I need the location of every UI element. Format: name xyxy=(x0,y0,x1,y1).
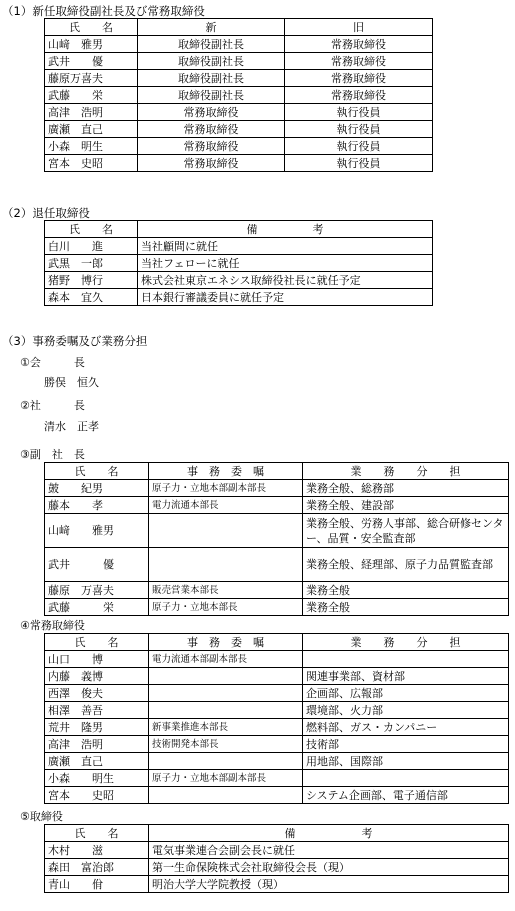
section-1-heading: （1）新任取締役副社長及び常務取締役 xyxy=(2,4,205,18)
duty-cell: 企画部、広報部 xyxy=(303,685,509,702)
duty-cell: 業務全般 xyxy=(303,582,509,599)
table-row xyxy=(45,787,509,804)
column-header: 業 務 分 担 xyxy=(303,463,509,480)
table-row xyxy=(45,70,433,87)
duty-cell: 業務全般、経理部、原子力品質監査部 xyxy=(303,548,509,582)
name-cell: 武藤 栄 xyxy=(45,87,138,104)
directors-table xyxy=(44,824,509,893)
column-header: 新 xyxy=(138,19,285,36)
table-row xyxy=(45,753,509,770)
name-cell: 武黒 一郎 xyxy=(45,255,138,272)
name-cell: 猪野 博行 xyxy=(45,272,138,289)
table-row xyxy=(45,53,433,70)
name-cell: 内藤 義博 xyxy=(45,668,149,685)
name-cell: 武井 優 xyxy=(45,548,149,582)
assignment-cell: 新事業推進本部長 xyxy=(149,719,303,736)
old-position-cell: 執行役員 xyxy=(285,155,433,172)
name-cell: 廣瀬 直己 xyxy=(45,753,149,770)
new-position-cell: 取締役副社長 xyxy=(138,36,285,53)
table-row xyxy=(45,668,509,685)
managing-director-table xyxy=(44,633,509,804)
column-header: 氏 名 xyxy=(45,634,149,651)
name-cell: 山﨑 雅男 xyxy=(45,514,149,548)
column-header: 氏 名 xyxy=(45,221,138,238)
table-row xyxy=(45,859,509,876)
name-cell: 木村 滋 xyxy=(45,842,149,859)
column-header: 業 務 分 担 xyxy=(303,634,509,651)
table-row xyxy=(45,770,509,787)
name-cell: 白川 進 xyxy=(45,238,138,255)
header-row xyxy=(45,221,433,238)
remarks-cell: 当社フェローに就任 xyxy=(138,255,433,272)
duty-cell: システム企画部、電子通信部 xyxy=(303,787,509,804)
name-cell: 武井 優 xyxy=(45,53,138,70)
table-row xyxy=(45,255,433,272)
assignment-cell: 原子力・立地本部副本部長 xyxy=(149,770,303,787)
assignment-cell xyxy=(149,514,303,548)
table-row xyxy=(45,514,509,548)
table-row xyxy=(45,842,509,859)
table-row xyxy=(45,138,433,155)
chairman-label: ①会 長 xyxy=(20,356,85,369)
duty-cell: 技術部 xyxy=(303,736,509,753)
name-cell: 相澤 善吾 xyxy=(45,702,149,719)
new-position-cell: 常務取締役 xyxy=(138,155,285,172)
remarks-cell: 日本銀行審議委員に就任予定 xyxy=(138,289,433,306)
header-row xyxy=(45,463,509,480)
assignment-cell xyxy=(149,685,303,702)
column-header: 氏 名 xyxy=(45,463,149,480)
column-header: 旧 xyxy=(285,19,433,36)
column-header: 事 務 委 嘱 xyxy=(149,634,303,651)
duty-cell: 業務全般、労務人事部、総合研修センター、品質・安全監査部 xyxy=(303,514,509,548)
vice-president-table xyxy=(44,462,509,616)
section-2-heading: （2）退任取締役 xyxy=(2,206,90,220)
old-position-cell: 執行役員 xyxy=(285,138,433,155)
remarks-cell: 当社顧問に就任 xyxy=(138,238,433,255)
name-cell: 高津 浩明 xyxy=(45,104,138,121)
duty-cell: 業務全般 xyxy=(303,599,509,616)
header-row xyxy=(45,825,509,842)
old-position-cell: 常務取締役 xyxy=(285,87,433,104)
name-cell: 山口 博 xyxy=(45,651,149,668)
name-cell: 森本 宜久 xyxy=(45,289,138,306)
assignment-cell xyxy=(149,548,303,582)
column-header: 備 考 xyxy=(149,825,509,842)
new-position-cell: 取締役副社長 xyxy=(138,53,285,70)
name-cell: 宮本 史昭 xyxy=(45,787,149,804)
assignment-cell: 原子力・立地本部副本部長 xyxy=(149,480,303,497)
assignment-cell: 電力流通本部副本部長 xyxy=(149,651,303,668)
assignment-cell: 技術開発本部長 xyxy=(149,736,303,753)
name-cell: 宮本 史昭 xyxy=(45,155,138,172)
duty-cell xyxy=(303,651,509,668)
name-cell: 廣瀬 直己 xyxy=(45,121,138,138)
name-cell: 森田 富治郎 xyxy=(45,859,149,876)
name-cell: 藤原 万喜夫 xyxy=(45,582,149,599)
name-cell: 藤本 孝 xyxy=(45,497,149,514)
name-cell: 藤原万喜夫 xyxy=(45,70,138,87)
old-position-cell: 常務取締役 xyxy=(285,70,433,87)
name-cell: 皷 紀男 xyxy=(45,480,149,497)
section-3-heading: （3）事務委嘱及び業務分担 xyxy=(2,334,148,348)
remarks-cell: 株式会社東京エネシス取締役社長に就任予定 xyxy=(138,272,433,289)
remarks-cell: 第一生命保険株式会社取締役会長（現） xyxy=(149,859,509,876)
table-row xyxy=(45,87,433,104)
table-row xyxy=(45,685,509,702)
table-row xyxy=(45,651,509,668)
name-cell: 高津 浩明 xyxy=(45,736,149,753)
table-row xyxy=(45,548,509,582)
name-cell: 武藤 栄 xyxy=(45,599,149,616)
table-row xyxy=(45,238,433,255)
assignment-cell: 販売営業本部長 xyxy=(149,582,303,599)
new-position-cell: 常務取締役 xyxy=(138,138,285,155)
table-row xyxy=(45,121,433,138)
name-cell: 西澤 俊夫 xyxy=(45,685,149,702)
old-position-cell: 執行役員 xyxy=(285,121,433,138)
old-position-cell: 執行役員 xyxy=(285,104,433,121)
name-cell: 小森 明生 xyxy=(45,770,149,787)
table-row xyxy=(45,104,433,121)
duty-cell: 燃料部、ガス・カンパニー xyxy=(303,719,509,736)
duty-cell: 業務全般、建設部 xyxy=(303,497,509,514)
name-cell: 荒井 隆男 xyxy=(45,719,149,736)
table-row xyxy=(45,480,509,497)
table-row xyxy=(45,155,433,172)
duty-cell: 用地部、国際部 xyxy=(303,753,509,770)
name-cell: 小森 明生 xyxy=(45,138,138,155)
remarks-cell: 明治大学大学院教授（現） xyxy=(149,876,509,893)
table-row xyxy=(45,736,509,753)
column-header: 事 務 委 嘱 xyxy=(149,463,303,480)
duty-cell: 関連事業部、資材部 xyxy=(303,668,509,685)
table-row xyxy=(45,876,509,893)
name-cell: 青山 佾 xyxy=(45,876,149,893)
name-cell: 山﨑 雅男 xyxy=(45,36,138,53)
assignment-cell: 原子力・立地本部長 xyxy=(149,599,303,616)
assignment-cell xyxy=(149,753,303,770)
column-header: 備 考 xyxy=(138,221,433,238)
vice-president-label: ③副 社 長 xyxy=(20,448,85,461)
chairman-name: 勝俣 恒久 xyxy=(44,376,99,389)
assignment-cell xyxy=(149,787,303,804)
president-label: ②社 長 xyxy=(20,399,85,412)
table-row xyxy=(45,36,433,53)
new-position-cell: 取締役副社長 xyxy=(138,70,285,87)
assignment-cell xyxy=(149,668,303,685)
new-officers-table xyxy=(44,18,433,172)
assignment-cell xyxy=(149,702,303,719)
president-name: 清水 正孝 xyxy=(44,420,99,433)
table-row xyxy=(45,289,433,306)
managing-director-label: ④常務取締役 xyxy=(20,619,85,632)
new-position-cell: 取締役副社長 xyxy=(138,87,285,104)
column-header: 氏 名 xyxy=(45,825,149,842)
table-row xyxy=(45,272,433,289)
table-row xyxy=(45,702,509,719)
new-position-cell: 常務取締役 xyxy=(138,121,285,138)
header-row xyxy=(45,634,509,651)
assignment-cell: 電力流通本部長 xyxy=(149,497,303,514)
table-row xyxy=(45,719,509,736)
old-position-cell: 常務取締役 xyxy=(285,36,433,53)
column-header: 氏 名 xyxy=(45,19,138,36)
duty-cell xyxy=(303,770,509,787)
duty-cell: 業務全般、総務部 xyxy=(303,480,509,497)
header-row xyxy=(45,19,433,36)
new-position-cell: 常務取締役 xyxy=(138,104,285,121)
director-label: ⑤取締役 xyxy=(20,810,63,823)
table-row xyxy=(45,497,509,514)
retiring-directors-table xyxy=(44,220,433,306)
duty-cell: 環境部、火力部 xyxy=(303,702,509,719)
table-row xyxy=(45,582,509,599)
table-row xyxy=(45,599,509,616)
old-position-cell: 常務取締役 xyxy=(285,53,433,70)
remarks-cell: 電気事業連合会副会長に就任 xyxy=(149,842,509,859)
